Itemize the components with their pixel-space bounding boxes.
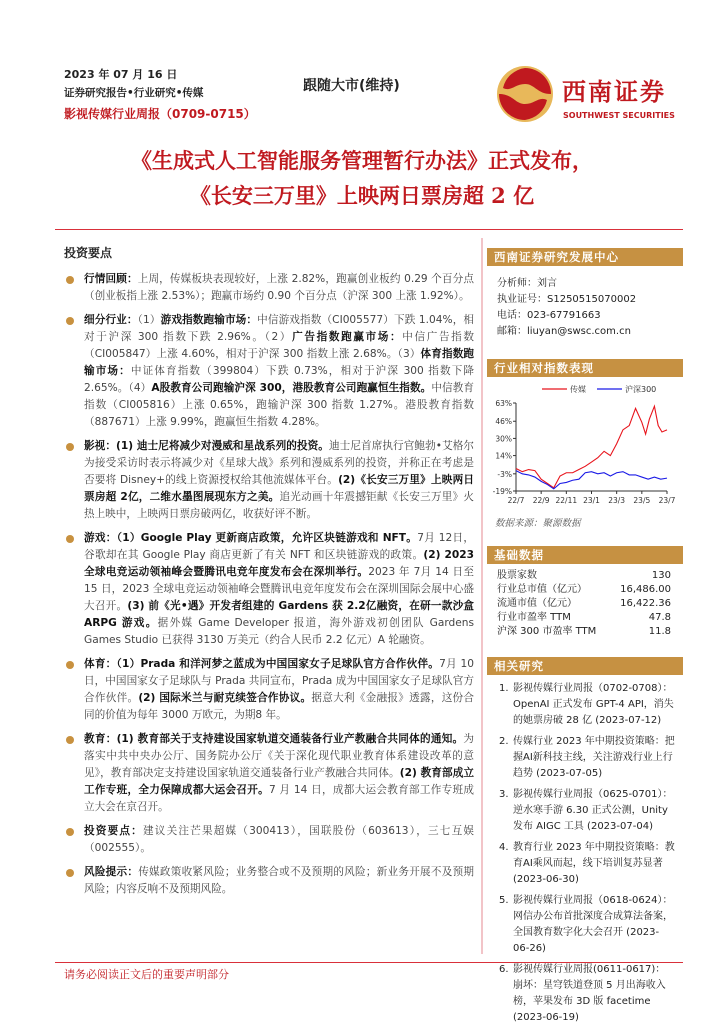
bullet-text: （1）Google Play 更新商店政策，允许区块链游戏和 NFT。 xyxy=(116,532,418,544)
bullet-text: (2)《长安三万里》上映两日票房超 2亿，二维水墨图展现东方之美。 xyxy=(84,474,474,503)
basic-data-key: 沪深 300 市盈率 TTM xyxy=(497,626,597,637)
y-tick-label: 30% xyxy=(495,434,512,444)
bullet-text: 据外媒 Game Developer 报道，海外游戏初创团队 Gardens Games Studio 已获得 3130 万美元（约合人民币 2.2 亿元）A 轮融资。 xyxy=(84,617,474,646)
y-tick-label: 14% xyxy=(495,451,512,461)
basic-data-value: 16,486.00 xyxy=(620,584,671,595)
basic-data-value: 16,422.36 xyxy=(620,598,671,609)
bullet-dot-icon xyxy=(66,317,74,325)
bullet-text: 中信教育指数（CI005816）上涨 0.65%，跑输沪深 300 指数 1.27%。港股教育指数（887671）上涨 9.99%，跑赢恒生指数 4.28%。 xyxy=(84,382,475,428)
item-number: 6. xyxy=(499,964,509,975)
license-number: 执业证号：S1250515070002 xyxy=(497,294,637,305)
basic-data-key: 行业总市值（亿元） xyxy=(497,584,587,595)
bullet-text: 2023 年 7月 14 日至 15 日，2023 全球电竞运动领袖峰会暨腾讯电竞年度发布会在深圳国际会展中心盛大召开。 xyxy=(84,566,475,612)
item-title[interactable]: 影视传媒行业周报(0611-0617)：崩坏：星穹铁道登顶 5 月出海收入榜，苹果发布 3D 版 facetime (2023-06-19) xyxy=(513,964,666,1023)
item-number: 3. xyxy=(499,789,509,800)
bullet-text: 迪士尼首席执行官鲍勃•艾格尔为接受采访时表示将减少对《星球大战》系列和漫威系列的投资，并称正在考虑是否要将 Disney+的线上资源授权给其他流媒体平台。 xyxy=(84,440,475,486)
phone: 电话：023-67791663 xyxy=(497,310,601,321)
chart-header: 行业相对指数表现 xyxy=(487,359,683,377)
bullet-text: 体育指数跑输市场： xyxy=(84,348,475,377)
bullet-label: 细分行业： xyxy=(84,314,138,326)
logo-name: 西南证券 xyxy=(562,77,666,106)
sidebar-divider xyxy=(481,238,483,954)
bullet-dot-icon xyxy=(66,443,74,451)
item-title[interactable]: 传媒行业 2023 年中期投资策略：把握AI新科技主线，关注游戏行业上行趋势 (2023-07-05) xyxy=(513,736,675,779)
bullet-label: 风险提示： xyxy=(84,866,139,878)
bullet-dot-icon xyxy=(66,869,74,877)
series-line-hs300 xyxy=(516,471,667,489)
bullet-text: （1） xyxy=(137,314,161,326)
bullet-text: 7月 10 日，中国国家女子足球队与 Prada 共同宣布，Prada 成为中国国家女子足球队官方合作伙伴。 xyxy=(84,658,474,704)
bullet-text: 建议关注芒果超媒（300413），国联股份（603613），三七互娱（002555）。 xyxy=(84,825,474,854)
bullet-text: （1）Prada 和洋河梦之蓝成为中国国家女子足球队官方合作伙伴。 xyxy=(116,658,440,670)
x-tick-label: 23/7 xyxy=(658,496,676,505)
bullet-text: 7月 12日，谷歌却在其 Google Play 商店更新了有关 NFT 和区块链游戏的政策。 xyxy=(84,532,475,561)
report-date: 2023 年 07 月 16 日 xyxy=(64,68,178,81)
related-research-item[interactable] xyxy=(499,734,675,782)
legend-label: 传媒 xyxy=(570,385,586,394)
relative-index-chart xyxy=(487,377,683,517)
bullet-text: 为落实中共中央办公厅、国务院办公厅《关于深化现代职业教育体系建设改革的意见》，教育部决定支持建设国家轨道交通装备行业产教融合共同体。 xyxy=(84,733,475,779)
related-research-item[interactable] xyxy=(499,787,675,835)
bullet-text: (1) 教育部关于支持建设国家轨道交通装备行业产教融合共同体的通知。 xyxy=(116,733,464,745)
footer-divider xyxy=(55,962,683,963)
bullet-text: 据意大利《金融报》透露，这份合同的价值为每年 3000 万欧元，为期8 年。 xyxy=(84,692,475,721)
legend-label: 沪深300 xyxy=(625,385,657,394)
bullet-dot-icon xyxy=(66,535,74,543)
related-research-header: 相关研究 xyxy=(487,657,683,675)
sidebar xyxy=(487,248,683,1031)
bullet-text: A股教育公司跑输沪深 300，港股教育公司跑赢恒生指数。 xyxy=(151,382,432,394)
bullet-item xyxy=(64,271,474,305)
title-line-2: 《长安三万里》上映两日票房超 2 亿 xyxy=(189,183,535,208)
logo-english: SOUTHWEST SECURITIES xyxy=(563,111,675,120)
y-tick-label: -3% xyxy=(497,469,512,479)
item-title[interactable]: 教育行业 2023 年中期投资策略：教育AI乘风而起，线下培训复苏显著 (2023-06-30) xyxy=(513,842,675,885)
related-research-item[interactable] xyxy=(499,893,675,957)
item-number: 4. xyxy=(499,842,509,853)
x-tick-label: 22/7 xyxy=(507,496,525,505)
bullet-text: (1) 迪士尼将减少对漫威和星战系列的投资。 xyxy=(116,440,329,452)
item-title[interactable]: 影视传媒行业周报（0702-0708）：OpenAI 正式发布 GPT-4 API，消失的她票房破 28 亿 (2023-07-12) xyxy=(513,683,674,726)
basic-data-row xyxy=(497,611,671,625)
report-type: 证券研究报告•行业研究•传媒 xyxy=(64,87,204,99)
item-title[interactable]: 影视传媒行业周报（0625-0701）：逆水寒手游 6.30 正式公测，Unity 发布 AIGC 工具 (2023-07-04) xyxy=(513,789,673,832)
bullet-item xyxy=(64,864,474,898)
x-tick-label: 23/3 xyxy=(608,496,626,505)
item-number: 2. xyxy=(499,736,509,747)
bullet-item xyxy=(64,731,474,816)
bullet-text: (2) 国际米兰与耐克续签合作协议。 xyxy=(138,692,312,704)
bullet-text: (2) 教育部成立工作专班，全力保障成都大运会召开。 xyxy=(84,767,474,796)
section-heading: 投资要点 xyxy=(64,246,113,260)
title-line-1: 《生成式人工智能服务管理暂行办法》正式发布， xyxy=(131,148,593,173)
logo-icon xyxy=(497,66,553,122)
bullet-text: (3) 前《光•遇》开发者组建的 Gardens 获 2.2亿融资，在研一款沙盒 ARPG 游戏。 xyxy=(84,600,475,629)
bullet-label: 影视： xyxy=(84,440,117,452)
basic-data-key: 行业市盈率 TTM xyxy=(497,612,571,623)
bullet-item xyxy=(64,438,474,523)
series-line-media xyxy=(516,406,667,488)
x-tick-label: 22/11 xyxy=(555,496,578,505)
item-title[interactable]: 影视传媒行业周报（0618-0624）：网信办公布首批深度合成算法备案，全国教育数字化大会召开 (2023-06-26) xyxy=(513,895,673,954)
item-number: 1. xyxy=(499,683,509,694)
y-tick-label: -19% xyxy=(492,487,512,496)
bullet-label: 投资要点： xyxy=(84,825,143,837)
divider xyxy=(55,229,683,230)
basic-data-value: 47.8 xyxy=(648,612,671,623)
bullet-item xyxy=(64,530,474,649)
report-subtitle: 影视传媒行业周报（0709-0715） xyxy=(64,107,256,121)
basic-data-value: 11.8 xyxy=(648,626,671,637)
item-number: 5. xyxy=(499,895,509,906)
investment-highlights xyxy=(64,244,474,905)
bullet-text: 中信广告指数（CI005847）上涨 4.60%，相对于沪深 300 指数上涨 2.68%。（3） xyxy=(84,331,475,360)
chart-source: 数据来源：聚源数据 xyxy=(495,518,581,529)
bullet-text: 7 月 14 日，成都大运会教育部工作专班成立大会在京召开。 xyxy=(84,784,475,813)
x-tick-label: 22/9 xyxy=(532,496,550,505)
y-tick-label: 63% xyxy=(495,399,512,408)
bullet-label: 行情回顾： xyxy=(84,273,138,285)
bullet-dot-icon xyxy=(66,276,74,284)
basic-data-key: 股票家数 xyxy=(497,570,537,581)
bullet-item xyxy=(64,656,474,724)
rating: 跟随大市(维持) xyxy=(303,78,400,94)
bullet-text: 游戏指数跑输市场： xyxy=(160,314,258,326)
bullet-item xyxy=(64,312,474,431)
y-tick-label: 46% xyxy=(495,417,512,427)
x-tick-label: 23/5 xyxy=(633,496,651,505)
footer-disclaimer: 请务必阅读正文后的重要声明部分 xyxy=(64,968,229,981)
related-research-item[interactable] xyxy=(499,681,675,729)
basic-data-value: 130 xyxy=(651,570,671,581)
bullet-item xyxy=(64,823,474,857)
research-center-header: 西南证券研究发展中心 xyxy=(487,248,683,266)
bullet-text: 中信游戏指数（CI005577）下跌 1.04%，相对于沪深 300 指数下跌 2.96%。（2） xyxy=(84,314,475,343)
bullet-text: (2) 2023 全球电竞运动领袖峰会暨腾讯电竞年度发布会在深圳举行。 xyxy=(84,549,474,578)
email[interactable]: 邮箱：liuyan@swsc.com.cn xyxy=(497,326,631,337)
basic-data-header: 基础数据 xyxy=(487,546,683,564)
bullet-text: 追光动画十年震撼钜献《长安三万里》火热上映中，上映两日票房破两亿，收获好评不断。 xyxy=(84,491,475,520)
basic-data-row xyxy=(497,583,671,597)
bullet-label: 游戏： xyxy=(84,532,117,544)
bullet-dot-icon xyxy=(66,661,74,669)
x-tick-label: 23/1 xyxy=(583,496,600,505)
bullet-text: 中证体育指数（399804）下跌 0.73%，相对于沪深 300 指数下降 2.65%。（4） xyxy=(84,365,475,394)
bullet-dot-icon xyxy=(66,736,74,744)
basic-data-row xyxy=(497,597,671,611)
bullet-dot-icon xyxy=(66,828,74,836)
analyst-name: 分析师：刘言 xyxy=(497,278,557,289)
related-research-item[interactable] xyxy=(499,962,675,1026)
bullet-label: 教育： xyxy=(84,733,117,745)
bullet-text: 传媒政策收紧风险；业务整合或不及预期的风险；新业务开展不及预期风险；内容反响不及预期风险。 xyxy=(84,866,474,895)
bullet-text: 广告指数跑赢市场： xyxy=(292,331,403,343)
bullet-label: 体育： xyxy=(84,658,117,670)
basic-data-row xyxy=(497,625,671,639)
basic-data-row xyxy=(497,569,671,583)
basic-data-key: 流通市值（亿元） xyxy=(497,598,577,609)
bullet-text: 上周，传媒板块表现较好，上涨 2.82%，跑赢创业板约 0.29 个百分点（创业板指上涨 2.53%）；跑赢市场约 0.90 个百分点（沪深 300 上涨 1.92%）。 xyxy=(84,273,474,302)
related-research-item[interactable] xyxy=(499,840,675,888)
